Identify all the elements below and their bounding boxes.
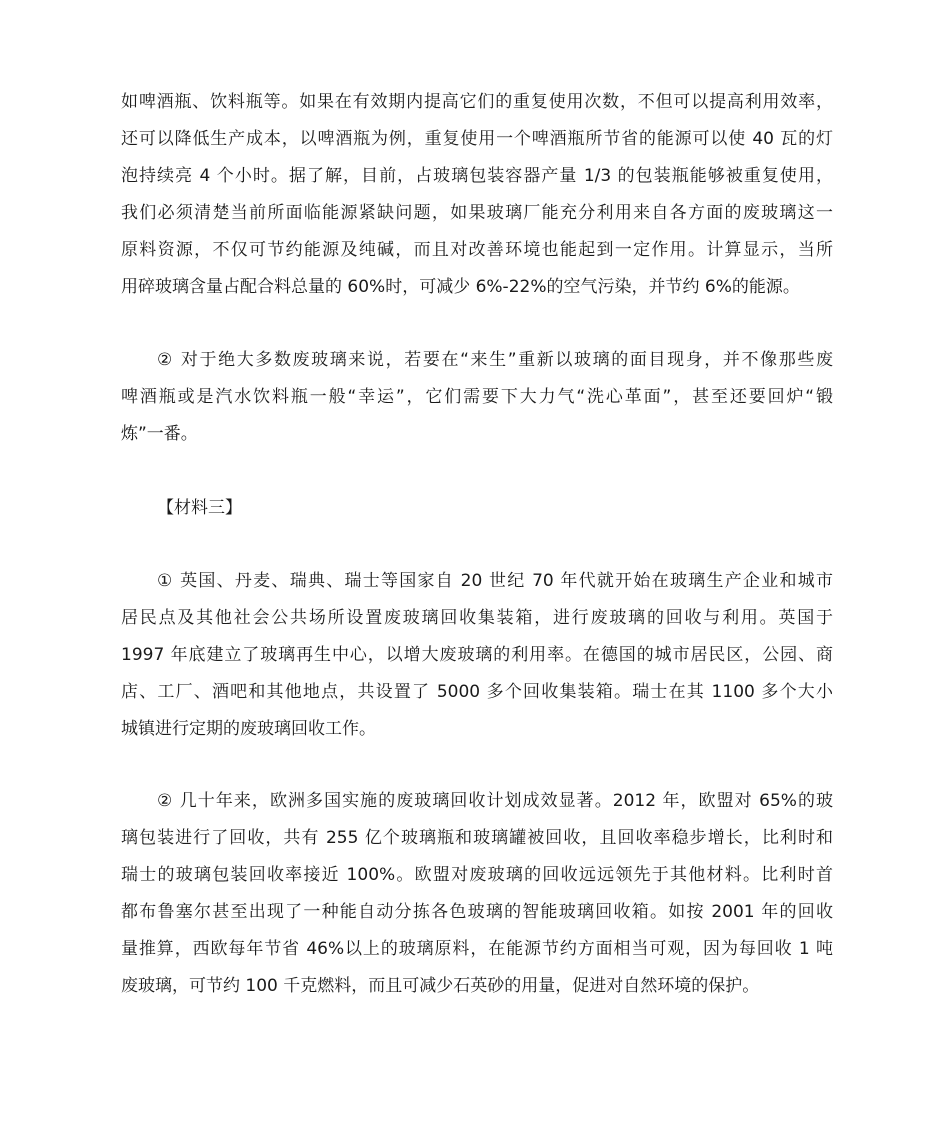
paragraph-4 bbox=[121, 783, 833, 1005]
text-line: 原料资源，不仅可节约能源及纯碱，而且对改善环境也能起到一定作用。计算显示，当所 bbox=[121, 240, 833, 260]
text-line: 如啤酒瓶、饮料瓶等。如果在有效期内提高它们的重复使用次数，不但可以提高利用效率， bbox=[121, 92, 833, 112]
text-line: 居民点及其他社会公共场所设置废玻璃回收集装箱，进行废玻璃的回收与利用。英国于 bbox=[121, 608, 833, 628]
paragraph-2 bbox=[121, 342, 833, 453]
text-line: 店、工厂、酒吧和其他地点，共设置了 5000 多个回收集装箱。瑞士在其 1100 多个大小 bbox=[121, 682, 833, 702]
text-line: ② 对于绝大多数废玻璃来说，若要在“来生”重新以玻璃的面目现身，并不像那些废 bbox=[157, 350, 833, 370]
text-line: 用碎玻璃含量占配合料总量的 60%时，可减少 6%-22%的空气污染，并节约 6%的能源。 bbox=[121, 277, 800, 297]
paragraph-1 bbox=[121, 84, 833, 306]
text-line: 泡持续亮 4 个小时。据了解，目前，占玻璃包装容器产量 1/3 的包装瓶能够被重复使用， bbox=[121, 166, 833, 186]
text-line: 废玻璃，可节约 100 千克燃料，而且可减少石英砂的用量，促进对自然环境的保护。 bbox=[121, 976, 760, 996]
text-line: 城镇进行定期的废玻璃回收工作。 bbox=[121, 719, 376, 739]
heading-text: 【材料三】 bbox=[157, 498, 242, 518]
text-line: 1997 年底建立了玻璃再生中心，以增大废玻璃的利用率。在德国的城市居民区，公园、商 bbox=[121, 645, 833, 665]
text-line: 炼”一番。 bbox=[121, 424, 198, 444]
text-line: 量推算，西欧每年节省 46%以上的玻璃原料，在能源节约方面相当可观，因为每回收 1 吨 bbox=[121, 939, 833, 959]
text-line: 啤酒瓶或是汽水饮料瓶一般“幸运”，它们需要下大力气“洗心革面”，甚至还要回炉“锻 bbox=[121, 387, 833, 407]
text-line: 璃包装进行了回收，共有 255 亿个玻璃瓶和玻璃罐被回收，且回收率稳步增长，比利时和 bbox=[121, 828, 833, 848]
text-line: 都布鲁塞尔甚至出现了一种能自动分拣各色玻璃的智能玻璃回收箱。如按 2001 年的回收 bbox=[121, 902, 833, 922]
text-line: 我们必须清楚当前所面临能源紧缺问题，如果玻璃厂能充分利用来自各方面的废玻璃这一 bbox=[121, 203, 833, 223]
section-heading bbox=[121, 490, 833, 527]
text-line: ② 几十年来，欧洲多国实施的废玻璃回收计划成效显著。2012 年，欧盟对 65%的玻 bbox=[157, 791, 833, 811]
text-line: ① 英国、丹麦、瑞典、瑞士等国家自 20 世纪 70 年代就开始在玻璃生产企业和城市 bbox=[157, 571, 833, 591]
text-line: 瑞士的玻璃包装回收率接近 100%。欧盟对废玻璃的回收远远领先于其他材料。比利时首 bbox=[121, 865, 833, 885]
text-line: 还可以降低生产成本，以啤酒瓶为例，重复使用一个啤酒瓶所节省的能源可以使 40 瓦的灯 bbox=[121, 129, 833, 149]
paragraph-3 bbox=[121, 563, 833, 748]
